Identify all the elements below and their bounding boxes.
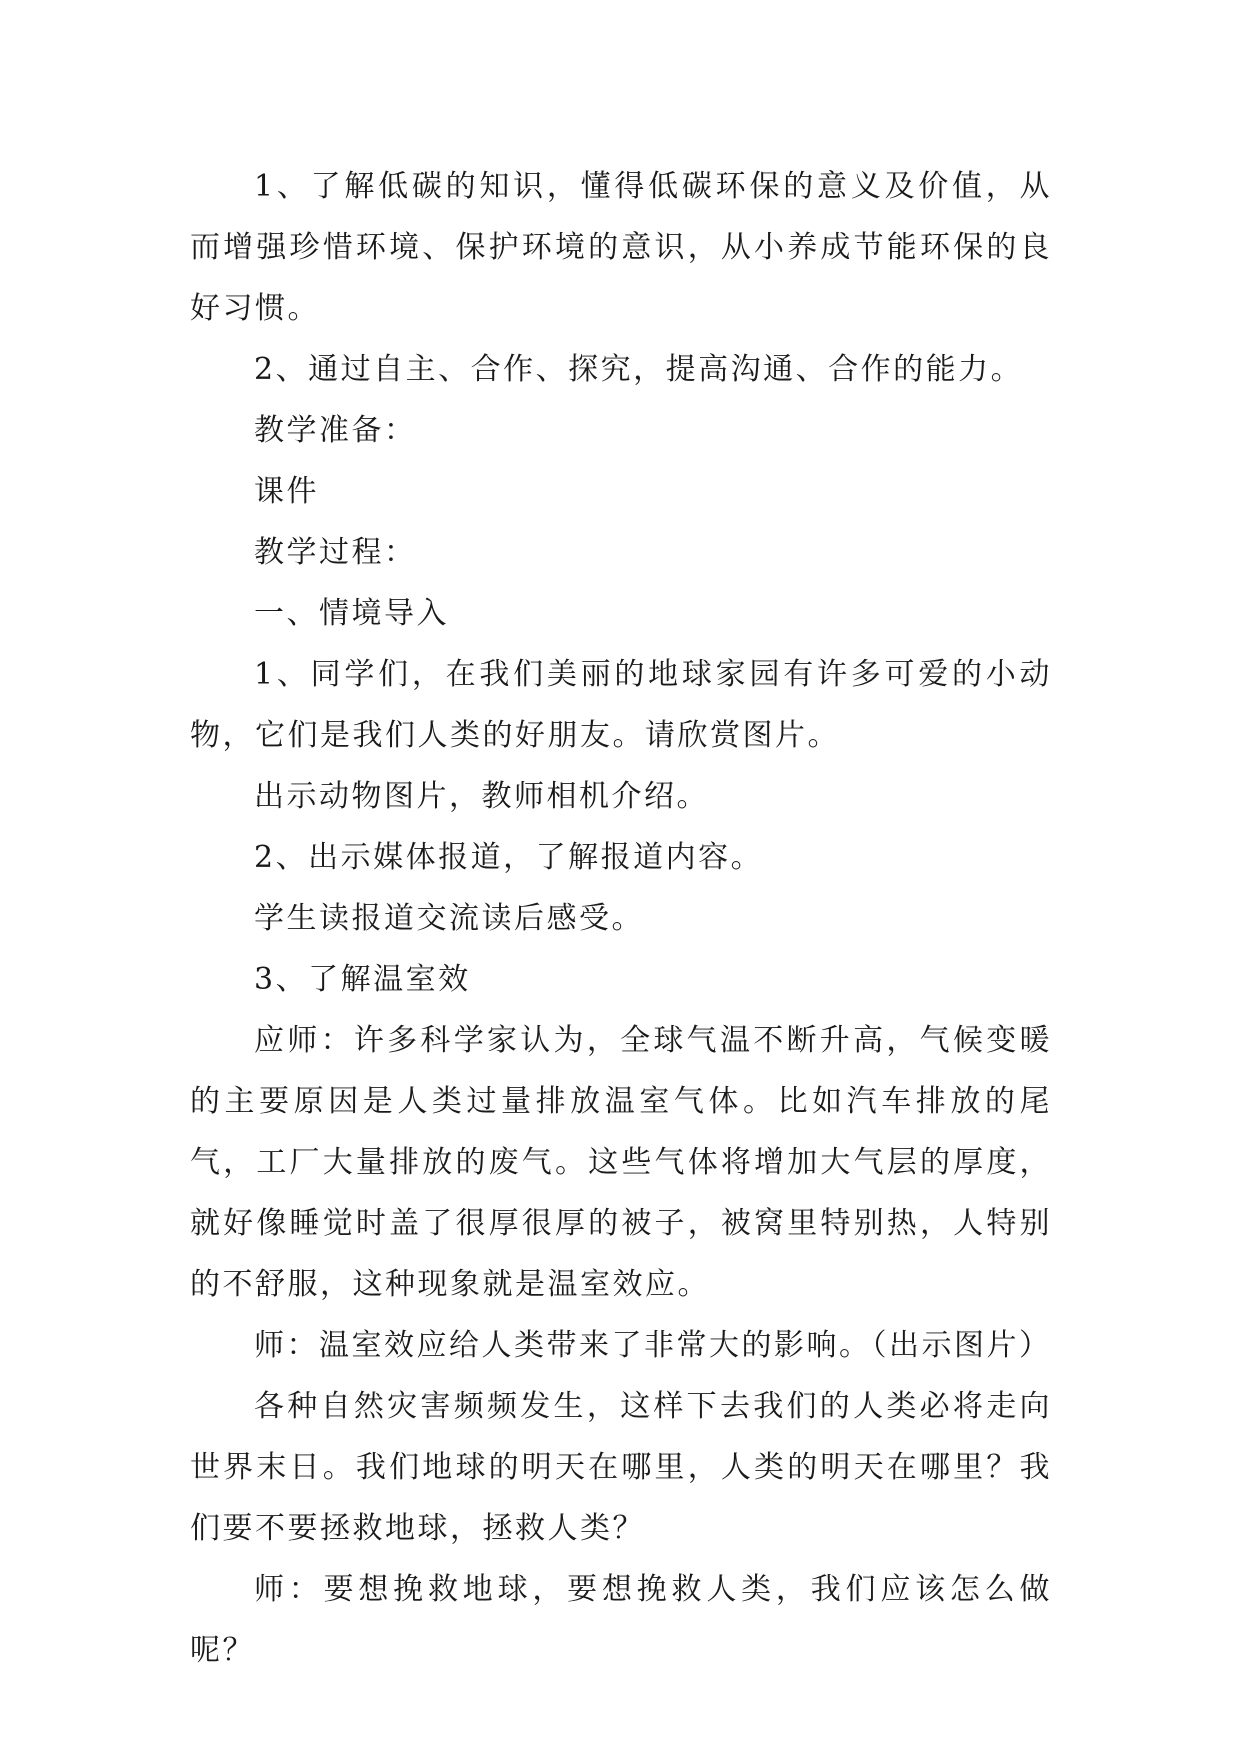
heading-teaching-preparation: 教学准备： [254, 413, 417, 448]
heading-teaching-process: 教学过程： [254, 535, 417, 570]
document-page [190, 156, 1052, 1681]
paragraph-greenhouse-impact: 师：温室效应给人类带来了非常大的影响。（出示图片） [254, 1328, 1052, 1363]
paragraph-objective-2: 2、通过自主、合作、探究，提高沟通、合作的能力。 [254, 352, 1024, 387]
paragraph-question: 师：要想挽救地球，要想挽救人类，我们应该怎么做呢？ [190, 1572, 1052, 1668]
paragraph-step-1: 1、同学们，在我们美丽的地球家园有许多可爱的小动物，它们是我们人类的好朋友。请欣赏图片。 [190, 657, 1052, 753]
paragraph-step-2: 2、出示媒体报道，了解报道内容。 [254, 840, 764, 875]
paragraph-courseware: 课件 [254, 474, 319, 509]
heading-situation-intro: 一、情境导入 [254, 596, 449, 631]
paragraph-step-3: 3、了解温室效 [254, 962, 471, 997]
paragraph-objective-1: 1、了解低碳的知识，懂得低碳环保的意义及价值，从而增强珍惜环境、保护环境的意识，从小养成节能环保的良好习惯。 [190, 169, 1052, 326]
paragraph-show-animals: 出示动物图片，教师相机介绍。 [254, 779, 709, 814]
paragraph-greenhouse-explanation: 应师：许多科学家认为，全球气温不断升高，气候变暖的主要原因是人类过量排放温室气体。比如汽车排放的尾气，工厂大量排放的废气。这些气体将增加大气层的厚度，就好像睡觉时盖了很厚很厚的被子，被窝里特别热，人特别的不舒服，这种现象就是温室效应。 [190, 1023, 1052, 1302]
paragraph-students-read: 学生读报道交流读后感受。 [254, 901, 644, 936]
paragraph-disasters: 各种自然灾害频频发生，这样下去我们的人类必将走向世界末日。我们地球的明天在哪里，人类的明天在哪里？我们要不要拯救地球，拯救人类？ [190, 1389, 1052, 1546]
